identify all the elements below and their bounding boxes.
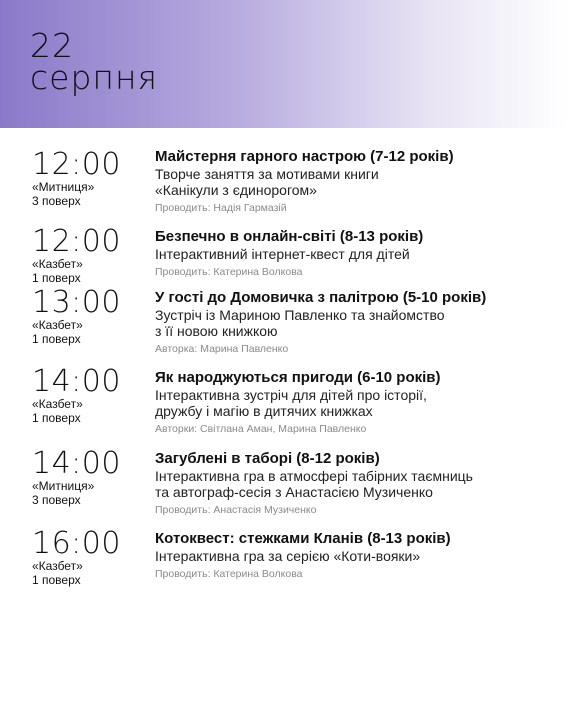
event-title: Котоквест: стежками Кланів (8-13 років)	[155, 530, 451, 547]
event-venue: «Казбет»	[32, 397, 83, 411]
event-venue: «Митниця»	[32, 479, 95, 493]
event-description-line: дружбу і магію в дитячих книжках	[155, 403, 373, 419]
event-title: У гості до Домовичка з палітрою (5-10 років)	[155, 289, 487, 306]
date-month: серпня	[30, 58, 159, 97]
event-details	[155, 148, 555, 215]
event-title: Безпечно в онлайн-світі (8-13 років)	[155, 228, 424, 245]
event-description-line: Інтерактивна гра за серією «Коти-вояки»	[155, 548, 421, 564]
event-host: Проводить: Надія Гармазій	[155, 202, 287, 214]
event-time: 14:00	[32, 364, 121, 399]
date-day: 22	[30, 26, 74, 65]
event-description-line: Інтерактивний інтернет-квест для дітей	[155, 246, 410, 262]
event-time: 12:00	[32, 224, 121, 259]
event-details	[155, 450, 555, 517]
event-host: Авторка: Марина Павленко	[155, 343, 289, 355]
event-details	[155, 228, 555, 279]
event-description-line: Зустріч із Мариною Павленко та знайомство	[155, 307, 445, 323]
event-floor: 1 поверх	[32, 271, 81, 285]
event-description-line: та автограф-сесія з Анастасією Музиченко	[155, 484, 433, 500]
event-time: 16:00	[32, 526, 121, 561]
event-description-line: з її новою книжкою	[155, 323, 278, 339]
event-details	[155, 369, 555, 436]
event-venue: «Казбет»	[32, 257, 83, 271]
event-title: Загублені в таборі (8-12 років)	[155, 450, 380, 467]
event-host: Проводить: Анастасія Музиченко	[155, 504, 317, 516]
event-floor: 3 поверх	[32, 194, 81, 208]
event-floor: 3 поверх	[32, 493, 81, 507]
event-floor: 1 поверх	[32, 411, 81, 425]
event-details	[155, 289, 555, 356]
event-host: Проводить: Катерина Волкова	[155, 266, 303, 278]
event-title: Як народжуються пригоди (6-10 років)	[155, 369, 441, 386]
event-description-line: Творче заняття за мотивами книги	[155, 166, 379, 182]
event-floor: 1 поверх	[32, 332, 81, 346]
event-host: Проводить: Катерина Волкова	[155, 568, 303, 580]
event-floor: 1 поверх	[32, 573, 81, 587]
event-time: 14:00	[32, 446, 121, 481]
event-description-line: «Канікули з єдинорогом»	[155, 182, 317, 198]
event-time: 12:00	[32, 147, 121, 182]
event-host: Авторки: Світлана Аман, Марина Павленко	[155, 423, 367, 435]
event-details	[155, 530, 555, 581]
event-description-line: Інтерактивна зустріч для дітей про історії,	[155, 387, 427, 403]
event-description-line: Інтерактивна гра в атмосфері табірних таємниць	[155, 468, 473, 484]
event-venue: «Казбет»	[32, 318, 83, 332]
event-venue: «Митниця»	[32, 180, 95, 194]
event-venue: «Казбет»	[32, 559, 83, 573]
event-title: Майстерня гарного настрою (7-12 років)	[155, 148, 454, 165]
date-header	[0, 0, 570, 128]
event-time: 13:00	[32, 285, 121, 320]
